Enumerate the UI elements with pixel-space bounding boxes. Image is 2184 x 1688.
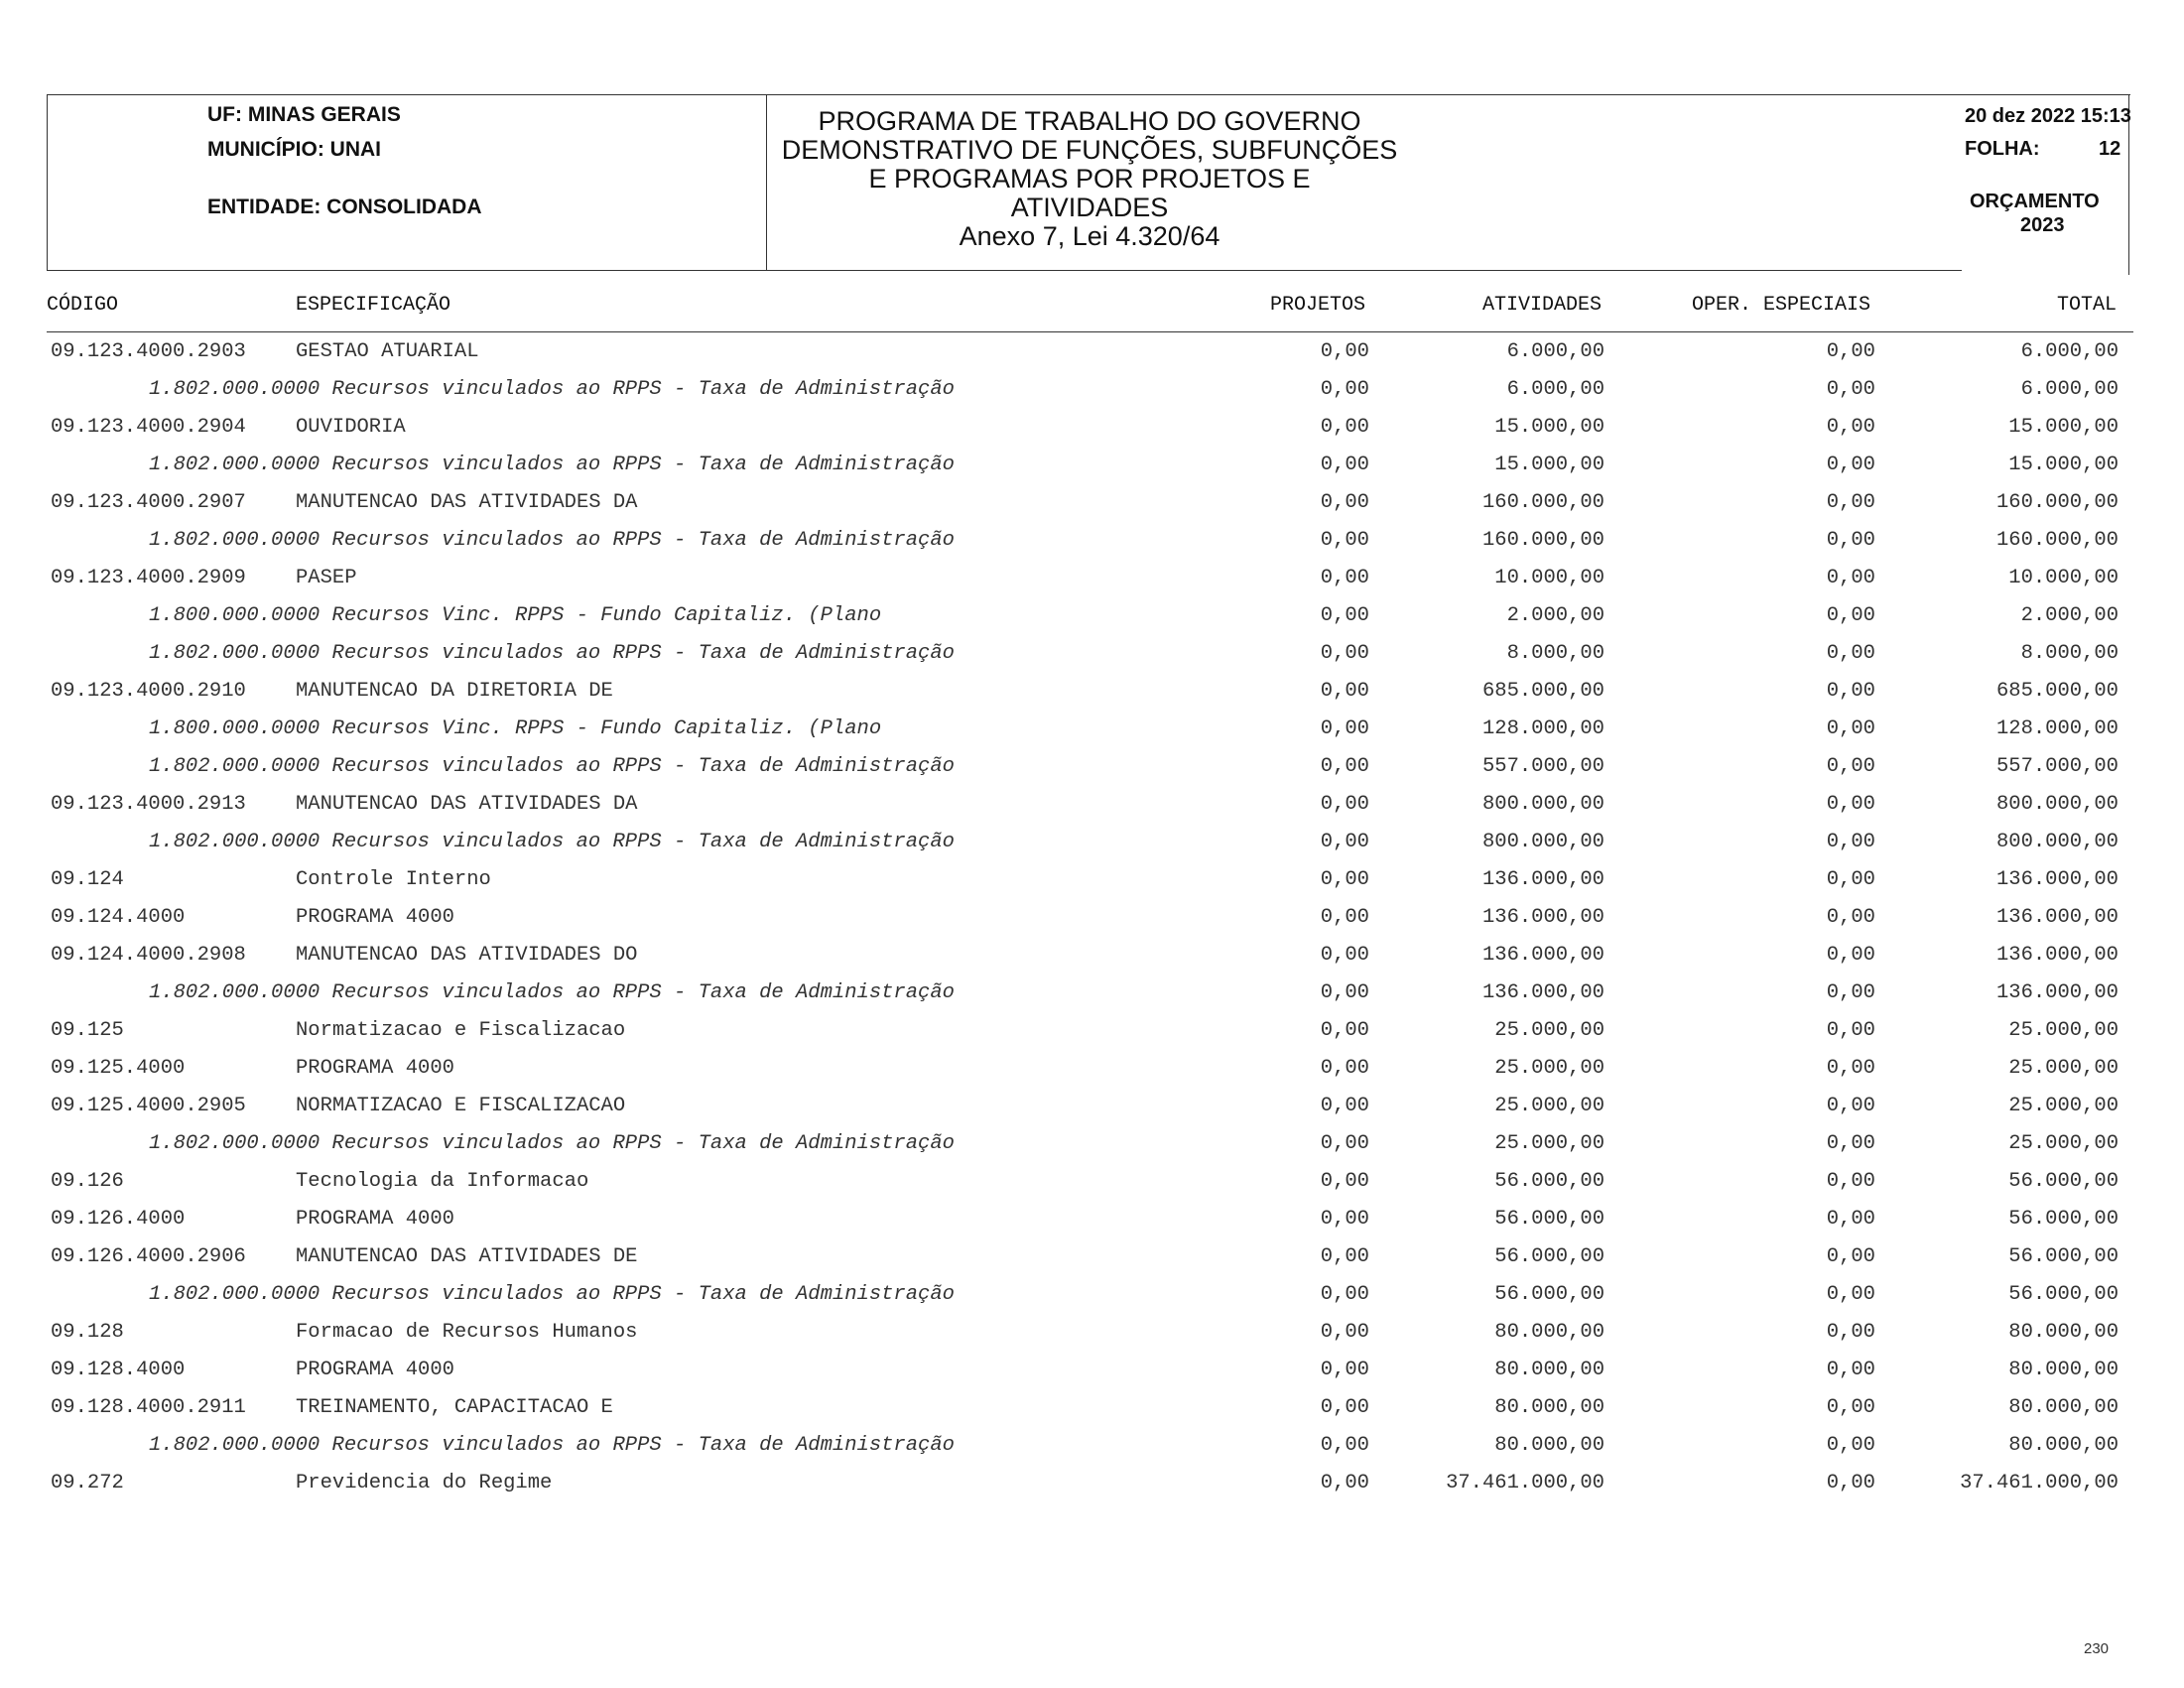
resource-row [0, 377, 2184, 415]
municipio-label: MUNICÍPIO: UNAI [207, 138, 381, 161]
table-row [0, 1244, 2184, 1282]
row-code: 09.125.4000 [51, 1057, 186, 1080]
total-value: 56.000,00 [2008, 1245, 2119, 1268]
table-row [0, 1018, 2184, 1056]
atividades-value: 56.000,00 [1494, 1208, 1605, 1231]
oper-especiais-value: 0,00 [1826, 1321, 1875, 1344]
total-value: 136.000,00 [1995, 944, 2119, 967]
total-value: 136.000,00 [1995, 868, 2119, 891]
oper-especiais-value: 0,00 [1826, 1245, 1875, 1268]
atividades-value: 557.000,00 [1481, 755, 1605, 778]
total-value: 160.000,00 [1995, 491, 2119, 514]
total-value: 25.000,00 [2008, 1057, 2119, 1080]
projetos-value: 0,00 [1320, 1321, 1369, 1344]
row-code: 09.123.4000.2910 [51, 680, 246, 703]
total-value: 136.000,00 [1995, 906, 2119, 929]
projetos-value: 0,00 [1320, 1057, 1369, 1080]
total-value: 80.000,00 [2008, 1359, 2119, 1381]
projetos-value: 0,00 [1320, 717, 1369, 740]
projetos-value: 0,00 [1320, 906, 1369, 929]
report-title [772, 107, 1407, 251]
title-line: Anexo 7, Lei 4.320/64 [959, 221, 1220, 251]
oper-especiais-value: 0,00 [1826, 604, 1875, 627]
projetos-value: 0,00 [1320, 944, 1369, 967]
row-code: 09.123.4000.2909 [51, 567, 246, 589]
table-row [0, 867, 2184, 905]
table-row [0, 1169, 2184, 1207]
atividades-value: 80.000,00 [1494, 1434, 1605, 1457]
atividades-value: 80.000,00 [1494, 1396, 1605, 1419]
row-description: Controle Interno [296, 868, 491, 891]
resource-description: 1.802.000.0000 Recursos vinculados ao RPPS - Taxa de Administração [149, 981, 955, 1004]
row-code: 09.123.4000.2903 [51, 340, 246, 363]
total-value: 80.000,00 [2008, 1321, 2119, 1344]
row-description: PROGRAMA 4000 [296, 906, 454, 929]
resource-description: 1.802.000.0000 Recursos vinculados ao RPPS - Taxa de Administração [149, 755, 955, 778]
atividades-value: 136.000,00 [1481, 944, 1605, 967]
oper-especiais-value: 0,00 [1826, 491, 1875, 514]
total-value: 56.000,00 [2008, 1283, 2119, 1306]
oper-especiais-value: 0,00 [1826, 1396, 1875, 1419]
title-line: E PROGRAMAS POR PROJETOS E [868, 164, 1311, 194]
row-description: TREINAMENTO, CAPACITACAO E [296, 1396, 613, 1419]
oper-especiais-value: 0,00 [1826, 717, 1875, 740]
atividades-value: 800.000,00 [1481, 793, 1605, 816]
projetos-value: 0,00 [1320, 1019, 1369, 1042]
total-value: 800.000,00 [1995, 793, 2119, 816]
col-header-codigo: CÓDIGO [47, 294, 119, 317]
table-row [0, 943, 2184, 980]
table-row [0, 490, 2184, 528]
row-description: PROGRAMA 4000 [296, 1359, 454, 1381]
atividades-value: 128.000,00 [1481, 717, 1605, 740]
title-line: DEMONSTRATIVO DE FUNÇÕES, SUBFUNÇÕES [781, 135, 1398, 165]
oper-especiais-value: 0,00 [1826, 340, 1875, 363]
total-value: 685.000,00 [1995, 680, 2119, 703]
projetos-value: 0,00 [1320, 1170, 1369, 1193]
oper-especiais-value: 0,00 [1826, 981, 1875, 1004]
total-value: 37.461.000,00 [1960, 1472, 2119, 1494]
projetos-value: 0,00 [1320, 567, 1369, 589]
header-bottom-rule [47, 270, 1962, 271]
atividades-value: 136.000,00 [1481, 981, 1605, 1004]
atividades-value: 2.000,00 [1506, 604, 1605, 627]
total-value: 25.000,00 [2008, 1132, 2119, 1155]
page-number: 230 [2084, 1640, 2110, 1657]
projetos-value: 0,00 [1320, 604, 1369, 627]
row-code: 09.123.4000.2904 [51, 416, 246, 439]
row-description: Normatizacao e Fiscalizacao [296, 1019, 626, 1042]
total-value: 15.000,00 [2008, 416, 2119, 439]
atividades-value: 136.000,00 [1481, 868, 1605, 891]
table-row [0, 792, 2184, 830]
table-row [0, 1207, 2184, 1244]
total-value: 6.000,00 [2020, 340, 2119, 363]
projetos-value: 0,00 [1320, 529, 1369, 552]
total-value: 2.000,00 [2020, 604, 2119, 627]
oper-especiais-value: 0,00 [1826, 1095, 1875, 1117]
total-value: 15.000,00 [2008, 454, 2119, 476]
oper-especiais-value: 0,00 [1826, 944, 1875, 967]
report-datetime: 20 dez 2022 15:13 [1965, 105, 2131, 127]
total-value: 10.000,00 [2008, 567, 2119, 589]
row-code: 09.125 [51, 1019, 124, 1042]
atividades-value: 6.000,00 [1506, 378, 1605, 401]
column-header-rule [47, 331, 2133, 332]
row-code: 09.126 [51, 1170, 124, 1193]
projetos-value: 0,00 [1320, 793, 1369, 816]
row-code: 09.123.4000.2913 [51, 793, 246, 816]
total-value: 8.000,00 [2020, 642, 2119, 665]
table-row [0, 1395, 2184, 1433]
oper-especiais-value: 0,00 [1826, 906, 1875, 929]
row-description: Previdencia do Regime [296, 1472, 553, 1494]
resource-description: 1.802.000.0000 Recursos vinculados ao RPPS - Taxa de Administração [149, 378, 955, 401]
folha-value: 12 [2099, 138, 2121, 160]
total-value: 25.000,00 [2008, 1095, 2119, 1117]
atividades-value: 25.000,00 [1494, 1095, 1605, 1117]
atividades-value: 15.000,00 [1494, 416, 1605, 439]
resource-row [0, 754, 2184, 792]
total-value: 25.000,00 [2008, 1019, 2119, 1042]
projetos-value: 0,00 [1320, 1095, 1369, 1117]
total-value: 557.000,00 [1995, 755, 2119, 778]
row-description: MANUTENCAO DA DIRETORIA DE [296, 680, 613, 703]
atividades-value: 80.000,00 [1494, 1321, 1605, 1344]
oper-especiais-value: 0,00 [1826, 1208, 1875, 1231]
row-description: MANUTENCAO DAS ATIVIDADES DE [296, 1245, 638, 1268]
oper-especiais-value: 0,00 [1826, 831, 1875, 853]
projetos-value: 0,00 [1320, 491, 1369, 514]
atividades-value: 10.000,00 [1494, 567, 1605, 589]
row-description: PROGRAMA 4000 [296, 1208, 454, 1231]
resource-description: 1.802.000.0000 Recursos vinculados ao RPPS - Taxa de Administração [149, 529, 955, 552]
oper-especiais-value: 0,00 [1826, 567, 1875, 589]
folha-label: FOLHA: [1965, 138, 2040, 160]
atividades-value: 56.000,00 [1494, 1245, 1605, 1268]
projetos-value: 0,00 [1320, 1132, 1369, 1155]
row-description: PASEP [296, 567, 357, 589]
total-value: 80.000,00 [2008, 1396, 2119, 1419]
atividades-value: 25.000,00 [1494, 1057, 1605, 1080]
orcamento-year: 2023 [2020, 214, 2065, 236]
row-code: 09.126.4000 [51, 1208, 186, 1231]
projetos-value: 0,00 [1320, 1359, 1369, 1381]
atividades-value: 56.000,00 [1494, 1170, 1605, 1193]
total-value: 136.000,00 [1995, 981, 2119, 1004]
table-row [0, 1471, 2184, 1508]
row-code: 09.124 [51, 868, 124, 891]
atividades-value: 800.000,00 [1481, 831, 1605, 853]
oper-especiais-value: 0,00 [1826, 378, 1875, 401]
projetos-value: 0,00 [1320, 642, 1369, 665]
uf-label: UF: MINAS GERAIS [207, 103, 401, 126]
resource-description: 1.802.000.0000 Recursos vinculados ao RPPS - Taxa de Administração [149, 642, 955, 665]
projetos-value: 0,00 [1320, 378, 1369, 401]
atividades-value: 25.000,00 [1494, 1019, 1605, 1042]
row-description: NORMATIZACAO E FISCALIZACAO [296, 1095, 626, 1117]
oper-especiais-value: 0,00 [1826, 1170, 1875, 1193]
resource-row [0, 830, 2184, 867]
oper-especiais-value: 0,00 [1826, 755, 1875, 778]
col-header-atividades: ATIVIDADES [1481, 294, 1602, 317]
atividades-value: 136.000,00 [1481, 906, 1605, 929]
oper-especiais-value: 0,00 [1826, 454, 1875, 476]
orcamento-label: ORÇAMENTO [1970, 191, 2100, 212]
table-row [0, 905, 2184, 943]
table-row [0, 566, 2184, 603]
total-value: 160.000,00 [1995, 529, 2119, 552]
col-header-especificacao: ESPECIFICAÇÃO [296, 294, 451, 317]
resource-description: 1.802.000.0000 Recursos vinculados ao RPPS - Taxa de Administração [149, 1434, 955, 1457]
atividades-value: 56.000,00 [1494, 1283, 1605, 1306]
row-description: OUVIDORIA [296, 416, 406, 439]
title-line: ATIVIDADES [1010, 193, 1169, 222]
resource-description: 1.802.000.0000 Recursos vinculados ao RPPS - Taxa de Administração [149, 1283, 955, 1306]
oper-especiais-value: 0,00 [1826, 1283, 1875, 1306]
row-code: 09.123.4000.2907 [51, 491, 246, 514]
row-description: GESTAO ATUARIAL [296, 340, 479, 363]
row-description: MANUTENCAO DAS ATIVIDADES DA [296, 491, 638, 514]
resource-row [0, 603, 2184, 641]
projetos-value: 0,00 [1320, 1396, 1369, 1419]
table-row [0, 1056, 2184, 1094]
oper-especiais-value: 0,00 [1826, 529, 1875, 552]
resource-row [0, 980, 2184, 1018]
row-code: 09.124.4000 [51, 906, 186, 929]
atividades-value: 80.000,00 [1494, 1359, 1605, 1381]
atividades-value: 37.461.000,00 [1446, 1472, 1605, 1494]
total-value: 800.000,00 [1995, 831, 2119, 853]
projetos-value: 0,00 [1320, 831, 1369, 853]
table-row [0, 679, 2184, 716]
oper-especiais-value: 0,00 [1826, 1359, 1875, 1381]
row-description: Formacao de Recursos Humanos [296, 1321, 638, 1344]
projetos-value: 0,00 [1320, 1208, 1369, 1231]
header-divider [766, 94, 767, 270]
table-row [0, 415, 2184, 453]
entidade-label: ENTIDADE: CONSOLIDADA [207, 195, 482, 218]
total-value: 80.000,00 [2008, 1434, 2119, 1457]
total-value: 56.000,00 [2008, 1170, 2119, 1193]
projetos-value: 0,00 [1320, 454, 1369, 476]
projetos-value: 0,00 [1320, 868, 1369, 891]
table-row [0, 1320, 2184, 1358]
row-description: MANUTENCAO DAS ATIVIDADES DA [296, 793, 638, 816]
resource-description: 1.800.000.0000 Recursos Vinc. RPPS - Fundo Capitaliz. (Plano [149, 604, 882, 627]
col-header-projetos: PROJETOS [1269, 294, 1365, 317]
projetos-value: 0,00 [1320, 416, 1369, 439]
oper-especiais-value: 0,00 [1826, 1472, 1875, 1494]
atividades-value: 160.000,00 [1481, 491, 1605, 514]
total-value: 6.000,00 [2020, 378, 2119, 401]
resource-row [0, 453, 2184, 490]
resource-row [0, 1131, 2184, 1169]
col-header-total: TOTAL [2056, 294, 2117, 317]
row-code: 09.128.4000.2911 [51, 1396, 246, 1419]
resource-row [0, 528, 2184, 566]
projetos-value: 0,00 [1320, 755, 1369, 778]
oper-especiais-value: 0,00 [1826, 1434, 1875, 1457]
table-row [0, 1094, 2184, 1131]
table-row [0, 1358, 2184, 1395]
resource-description: 1.802.000.0000 Recursos vinculados ao RPPS - Taxa de Administração [149, 454, 955, 476]
resource-description: 1.802.000.0000 Recursos vinculados ao RPPS - Taxa de Administração [149, 831, 955, 853]
atividades-value: 15.000,00 [1494, 454, 1605, 476]
resource-row [0, 716, 2184, 754]
row-description: Tecnologia da Informacao [296, 1170, 589, 1193]
oper-especiais-value: 0,00 [1826, 1019, 1875, 1042]
oper-especiais-value: 0,00 [1826, 416, 1875, 439]
atividades-value: 8.000,00 [1506, 642, 1605, 665]
projetos-value: 0,00 [1320, 1283, 1369, 1306]
resource-row [0, 641, 2184, 679]
total-value: 128.000,00 [1995, 717, 2119, 740]
resource-description: 1.802.000.0000 Recursos vinculados ao RPPS - Taxa de Administração [149, 1132, 955, 1155]
col-header-oper-especiais: OPER. ESPECIAIS [1691, 294, 1870, 317]
oper-especiais-value: 0,00 [1826, 868, 1875, 891]
oper-especiais-value: 0,00 [1826, 793, 1875, 816]
row-code: 09.124.4000.2908 [51, 944, 246, 967]
oper-especiais-value: 0,00 [1826, 1132, 1875, 1155]
row-code: 09.125.4000.2905 [51, 1095, 246, 1117]
projetos-value: 0,00 [1320, 1472, 1369, 1494]
atividades-value: 6.000,00 [1506, 340, 1605, 363]
atividades-value: 25.000,00 [1494, 1132, 1605, 1155]
row-code: 09.272 [51, 1472, 124, 1494]
total-value: 56.000,00 [2008, 1208, 2119, 1231]
resource-description: 1.800.000.0000 Recursos Vinc. RPPS - Fundo Capitaliz. (Plano [149, 717, 882, 740]
projetos-value: 0,00 [1320, 1434, 1369, 1457]
row-description: PROGRAMA 4000 [296, 1057, 454, 1080]
row-description: MANUTENCAO DAS ATIVIDADES DO [296, 944, 638, 967]
resource-row [0, 1433, 2184, 1471]
data-table [0, 339, 2184, 1508]
atividades-value: 685.000,00 [1481, 680, 1605, 703]
row-code: 09.128.4000 [51, 1359, 186, 1381]
table-row [0, 339, 2184, 377]
projetos-value: 0,00 [1320, 1245, 1369, 1268]
projetos-value: 0,00 [1320, 981, 1369, 1004]
row-code: 09.128 [51, 1321, 124, 1344]
oper-especiais-value: 0,00 [1826, 1057, 1875, 1080]
oper-especiais-value: 0,00 [1826, 642, 1875, 665]
projetos-value: 0,00 [1320, 680, 1369, 703]
resource-row [0, 1282, 2184, 1320]
row-code: 09.126.4000.2906 [51, 1245, 246, 1268]
projetos-value: 0,00 [1320, 340, 1369, 363]
atividades-value: 160.000,00 [1481, 529, 1605, 552]
oper-especiais-value: 0,00 [1826, 680, 1875, 703]
title-line: PROGRAMA DE TRABALHO DO GOVERNO [818, 106, 1361, 136]
